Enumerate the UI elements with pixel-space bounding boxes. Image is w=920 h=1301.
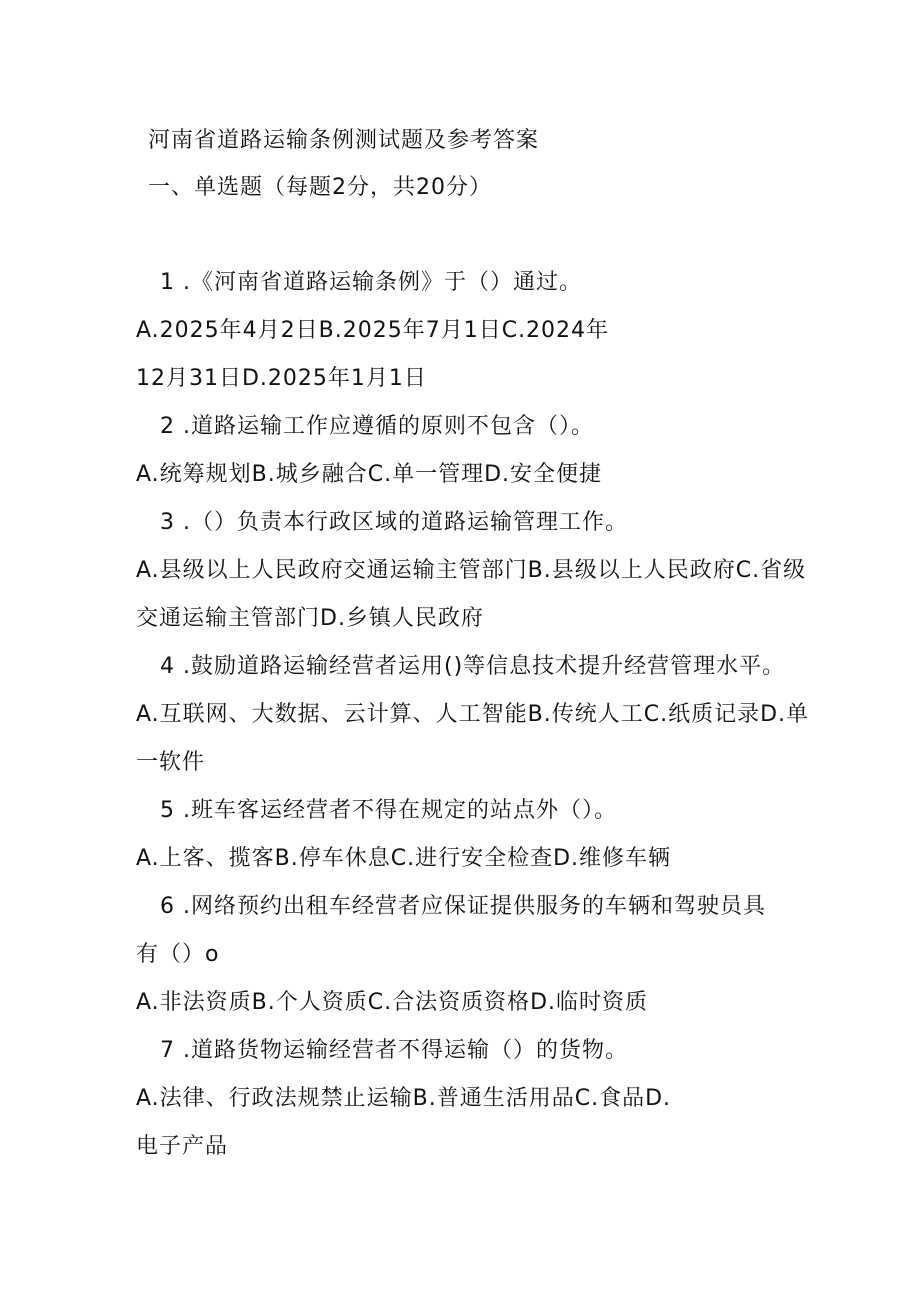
document-title: 河南省道路运输条例测试题及参考答案 (148, 128, 540, 153)
question-6-cont: 有（）o (136, 942, 220, 967)
question-2-options: A.统筹规划B.城乡融合C.单一管理D.安全便捷 (136, 462, 603, 487)
question-7: 7 .道路货物运输经营者不得运输（）的货物。 (160, 1038, 628, 1063)
question-3-options: A.县级以上人民政府交通运输主管部门B.县级以上人民政府C.省级 (136, 558, 807, 583)
section-heading: 一、单选题（每题2分，共20分） (148, 175, 492, 200)
question-2: 2 .道路运输工作应遵循的原则不包含（）。 (160, 414, 594, 439)
question-3: 3 .（）负责本行政区域的道路运输管理工作。 (160, 510, 628, 535)
question-7-options-cont: 电子产品 (136, 1134, 229, 1159)
question-6: 6 .网络预约出租车经营者应保证提供服务的车辆和驾驶员具 (160, 894, 766, 919)
question-5-options: A.上客、揽客B.停车休息C.进行安全检查D.维修车辆 (136, 846, 672, 871)
question-5: 5 .班车客运经营者不得在规定的站点外（）。 (160, 798, 617, 823)
question-7-options: A.法律、行政法规禁止运输B.普通生活用品C.食品D. (136, 1086, 672, 1111)
question-1-options-cont: 12月31日D.2025年1月1日 (136, 366, 427, 391)
question-6-options: A.非法资质B.个人资质C.合法资质资格D.临时资质 (136, 990, 649, 1015)
question-4-options: A.互联网、大数据、云计算、人工智能B.传统人工C.纸质记录D.单 (136, 702, 810, 727)
question-4: 4 .鼓励道路运输经营者运用()等信息技术提升经营管理水平。 (160, 654, 786, 679)
question-4-options-cont: 一软件 (136, 750, 206, 775)
question-1-options: A.2025年4月2日B.2025年7月1日C.2024年 (136, 318, 610, 343)
question-3-options-cont: 交通运输主管部门D.乡镇人民政府 (136, 606, 484, 631)
question-1: 1 .《河南省道路运输条例》于（）通过。 (160, 270, 582, 295)
